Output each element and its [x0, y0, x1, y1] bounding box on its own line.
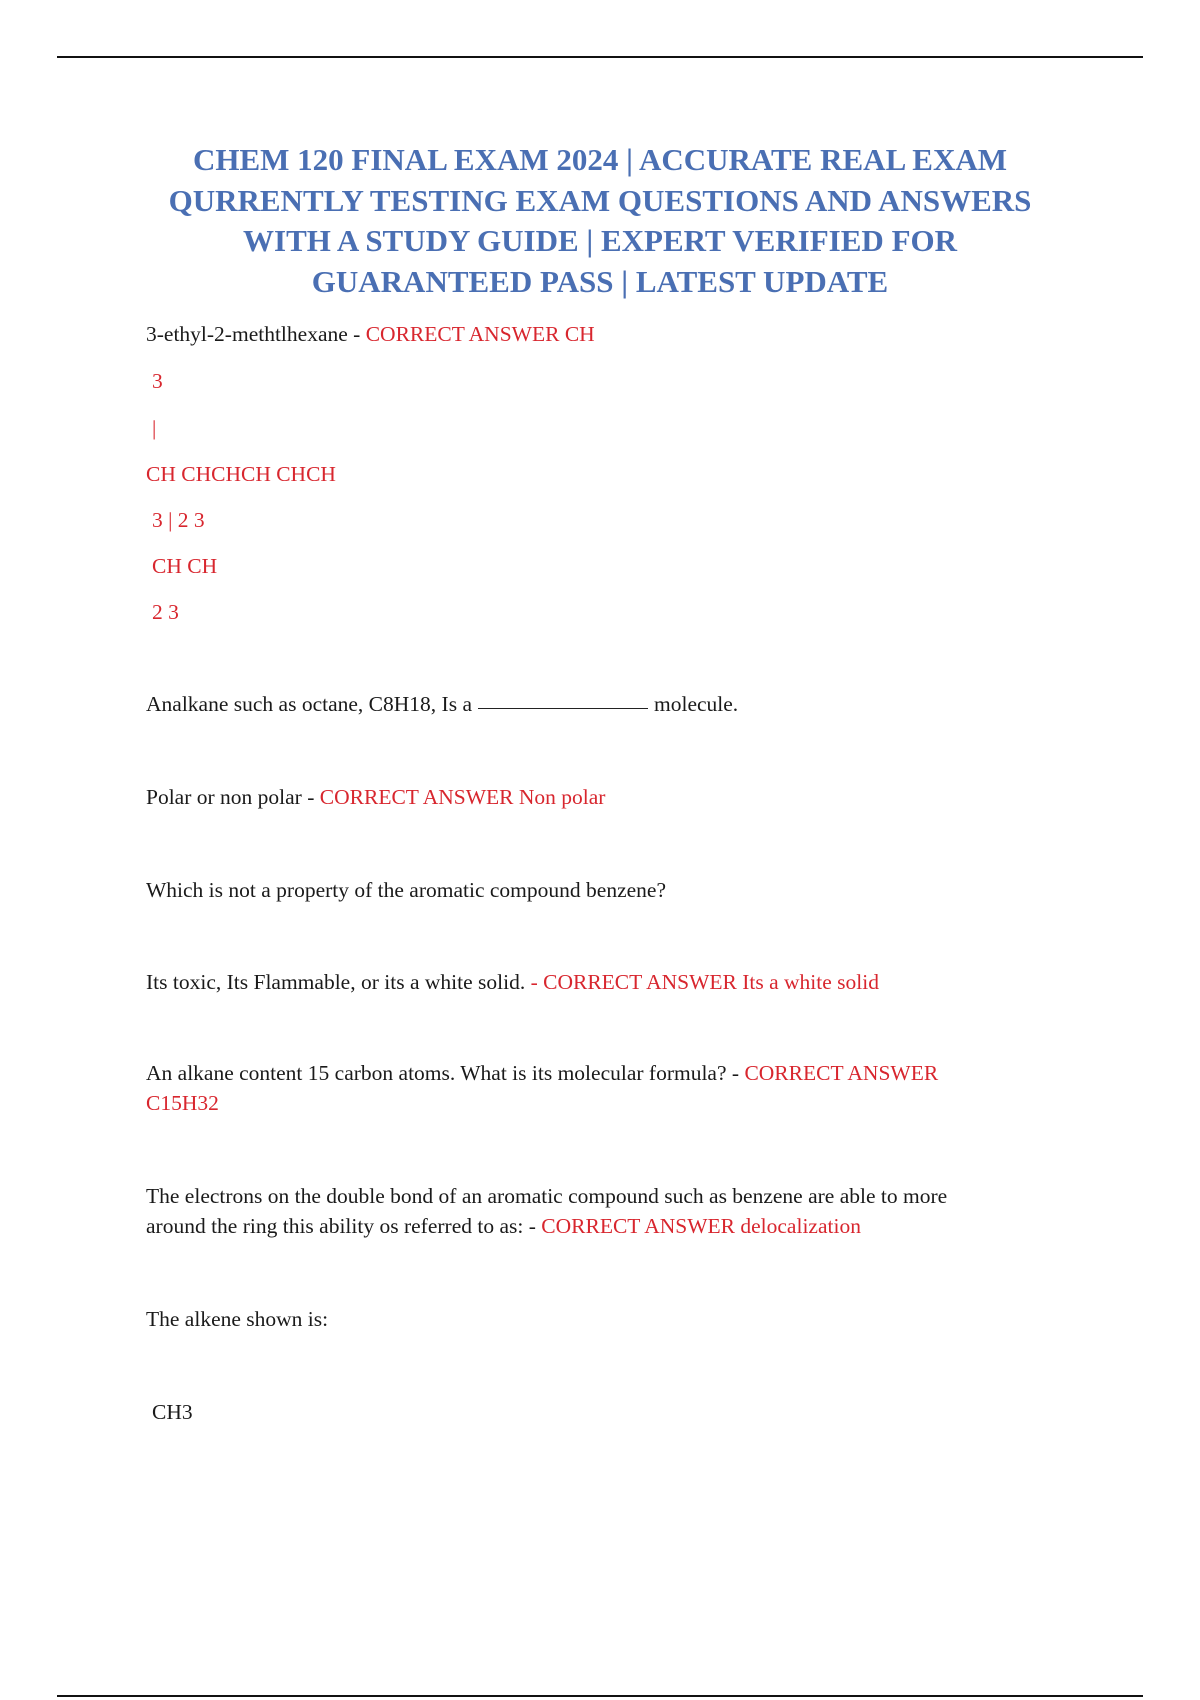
q1-structure-line: | [152, 416, 157, 440]
q3-answer: Non polar [518, 785, 606, 809]
q2-prefix: Analkane such as octane, C8H18, Is a [146, 692, 472, 716]
q1-structure-line: CH CH [152, 554, 218, 578]
q7-line-1: The electrons on the double bond of an aromatic compound such as benzene are able to more [146, 1184, 948, 1208]
q7-line-2 [146, 1214, 861, 1239]
q6-line [146, 1061, 938, 1086]
q2-line [146, 692, 738, 717]
q1-structure-line: CH CHCHCH CHCH [146, 462, 336, 486]
q4-question: Which is not a property of the aromatic compound benzene? [146, 878, 666, 902]
q5-answer: Its a white solid [742, 970, 879, 994]
q1-structure-line: 3 [152, 369, 163, 393]
q8-question: The alkene shown is: [146, 1307, 329, 1331]
q5-question: Its toxic, Its Flammable, or its a white solid. [146, 970, 531, 994]
bottom-rule [57, 1695, 1143, 1697]
q7-answer: delocalization [740, 1214, 861, 1238]
q5-line [146, 970, 879, 995]
q6-answer-label: CORRECT ANSWER [744, 1061, 939, 1085]
q1-answer-label: CORRECT ANSWER [365, 322, 560, 346]
q5-answer-label: CORRECT ANSWER [543, 970, 737, 994]
q1-structure-line: 3 | 2 3 [152, 508, 205, 532]
q8-formula: CH3 [152, 1400, 193, 1424]
q6-question: An alkane content 15 carbon atoms. What is its molecular formula? - [146, 1061, 745, 1085]
document-title [130, 140, 1070, 302]
top-rule [57, 56, 1143, 58]
answer-blank [478, 708, 648, 709]
q1-question: 3-ethyl-2-methtlhexane - [146, 322, 366, 346]
q2-suffix: molecule. [654, 692, 739, 716]
q1-line [146, 322, 595, 347]
q3-answer-label: CORRECT ANSWER [319, 785, 514, 809]
q5-dash: - [530, 970, 544, 994]
q7-question: around the ring this ability os referred to as: - [146, 1214, 542, 1238]
q3-question: Polar or non polar - [146, 785, 320, 809]
title-line: GUARANTEED PASS | LATEST UPDATE [311, 263, 889, 299]
title-line: WITH A STUDY GUIDE | EXPERT VERIFIED FOR [243, 223, 957, 258]
title-line: QURRENTLY TESTING EXAM QUESTIONS AND ANSWERS [168, 182, 1032, 218]
title-line: CHEM 120 FINAL EXAM 2024 | ACCURATE REAL EXAM [192, 142, 1007, 177]
q1-answer: CH [564, 322, 595, 346]
q3-line [146, 785, 605, 810]
q7-answer-label: CORRECT ANSWER [541, 1214, 735, 1238]
q6-answer: C15H32 [146, 1091, 219, 1115]
q1-structure-line: 2 3 [152, 600, 179, 624]
